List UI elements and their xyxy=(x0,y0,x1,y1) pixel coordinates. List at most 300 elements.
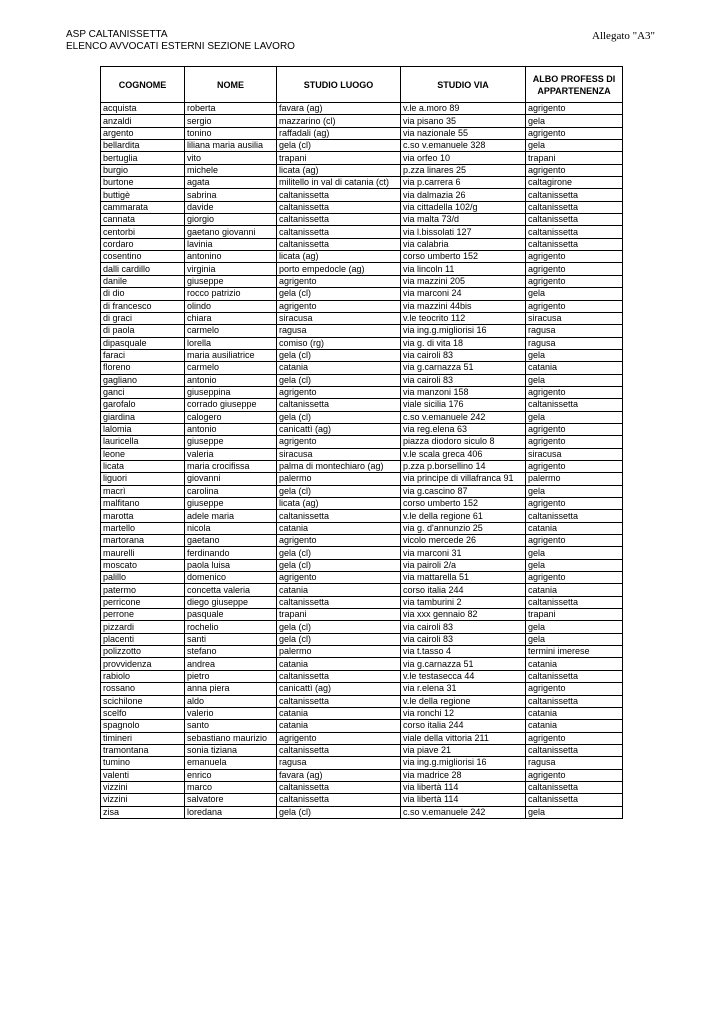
cell-cognome: martorana xyxy=(101,535,185,547)
cell-cognome: zisa xyxy=(101,806,185,818)
cell-studio-luogo: caltanissetta xyxy=(277,201,401,213)
cell-studio-via: v.le teocrito 112 xyxy=(401,312,526,324)
table-row xyxy=(101,115,623,127)
cell-albo: agrigento xyxy=(526,251,623,263)
cell-nome: nicola xyxy=(185,522,277,534)
cell-nome: davide xyxy=(185,201,277,213)
cell-cognome: moscato xyxy=(101,559,185,571)
table-row xyxy=(101,646,623,658)
cell-studio-luogo: caltanissetta xyxy=(277,238,401,250)
cell-studio-via: via dalmazia 26 xyxy=(401,189,526,201)
table-row xyxy=(101,189,623,201)
cell-studio-luogo: licata (ag) xyxy=(277,498,401,510)
cell-studio-via: via l.bissolati 127 xyxy=(401,226,526,238)
cell-albo: agrigento xyxy=(526,572,623,584)
table-row xyxy=(101,152,623,164)
table-row xyxy=(101,559,623,571)
cell-albo: catania xyxy=(526,584,623,596)
cell-studio-via: via g.cascino 87 xyxy=(401,485,526,497)
cell-studio-luogo: catania xyxy=(277,362,401,374)
cell-studio-luogo: gela (cl) xyxy=(277,411,401,423)
cell-cognome: licata xyxy=(101,460,185,472)
cell-studio-via: v.le testasecca 44 xyxy=(401,670,526,682)
cell-studio-luogo: agrigento xyxy=(277,386,401,398)
cell-studio-luogo: licata (ag) xyxy=(277,251,401,263)
table-row xyxy=(101,683,623,695)
cell-studio-via: via tamburini 2 xyxy=(401,596,526,608)
cell-studio-via: via pisano 35 xyxy=(401,115,526,127)
cell-studio-luogo: favara (ag) xyxy=(277,103,401,115)
cell-nome: liliana maria ausilia xyxy=(185,140,277,152)
cell-studio-luogo: siracusa xyxy=(277,448,401,460)
cell-studio-via: via manzoni 158 xyxy=(401,386,526,398)
cell-nome: sergio xyxy=(185,115,277,127)
cell-albo: catania xyxy=(526,707,623,719)
cell-studio-via: corso italia 244 xyxy=(401,720,526,732)
cell-studio-luogo: catania xyxy=(277,584,401,596)
cell-albo: agrigento xyxy=(526,300,623,312)
cell-nome: carmelo xyxy=(185,325,277,337)
cell-nome: agata xyxy=(185,177,277,189)
cell-cognome: di graci xyxy=(101,312,185,324)
cell-nome: paola luisa xyxy=(185,559,277,571)
cell-studio-luogo: canicattì (ag) xyxy=(277,683,401,695)
cell-cognome: danile xyxy=(101,275,185,287)
cell-nome: sabrina xyxy=(185,189,277,201)
table-row xyxy=(101,251,623,263)
cell-studio-via: via cairoli 83 xyxy=(401,621,526,633)
table-row xyxy=(101,275,623,287)
cell-cognome: faraci xyxy=(101,349,185,361)
cell-cognome: gagliano xyxy=(101,374,185,386)
cell-nome: tonino xyxy=(185,127,277,139)
cell-albo: gela xyxy=(526,485,623,497)
cell-studio-luogo: caltanissetta xyxy=(277,510,401,522)
cell-albo: caltanissetta xyxy=(526,189,623,201)
cell-studio-via: via cittadella 102/g xyxy=(401,201,526,213)
cell-studio-luogo: gela (cl) xyxy=(277,485,401,497)
cell-albo: caltanissetta xyxy=(526,744,623,756)
cell-studio-luogo: caltanissetta xyxy=(277,226,401,238)
table-row xyxy=(101,547,623,559)
cell-studio-via: p.zza linares 25 xyxy=(401,164,526,176)
cell-albo: catania xyxy=(526,658,623,670)
table-row xyxy=(101,707,623,719)
cell-studio-luogo: catania xyxy=(277,707,401,719)
cell-albo: agrigento xyxy=(526,423,623,435)
cell-cognome: scichilone xyxy=(101,695,185,707)
cell-nome: domenico xyxy=(185,572,277,584)
cell-cognome: malfitano xyxy=(101,498,185,510)
table-row xyxy=(101,658,623,670)
cell-studio-via: c.so v.emanuele 242 xyxy=(401,411,526,423)
cell-nome: marco xyxy=(185,781,277,793)
cell-studio-luogo: agrigento xyxy=(277,436,401,448)
cell-studio-via: via ing.g.migliorisi 16 xyxy=(401,325,526,337)
cell-studio-via: via cairoli 83 xyxy=(401,633,526,645)
cell-cognome: marotta xyxy=(101,510,185,522)
cell-studio-via: via mazzini 44bis xyxy=(401,300,526,312)
cell-albo: caltanissetta xyxy=(526,510,623,522)
cell-albo: agrigento xyxy=(526,436,623,448)
table-row xyxy=(101,806,623,818)
cell-studio-luogo: agrigento xyxy=(277,572,401,584)
cell-albo: agrigento xyxy=(526,275,623,287)
cell-nome: valerio xyxy=(185,707,277,719)
cell-nome: maria ausiliatrice xyxy=(185,349,277,361)
cell-nome: rochelio xyxy=(185,621,277,633)
table-row xyxy=(101,201,623,213)
cell-studio-luogo: palermo xyxy=(277,646,401,658)
cell-cognome: bellardita xyxy=(101,140,185,152)
cell-nome: giovanni xyxy=(185,473,277,485)
cell-studio-luogo: caltanissetta xyxy=(277,781,401,793)
cell-nome: loredana xyxy=(185,806,277,818)
cell-cognome: buttigè xyxy=(101,189,185,201)
cell-studio-luogo: comiso (rg) xyxy=(277,337,401,349)
column-header-nome: NOME xyxy=(185,67,277,103)
cell-nome: enrico xyxy=(185,769,277,781)
cell-cognome: perricone xyxy=(101,596,185,608)
cell-studio-via: via ing.g.migliorisi 16 xyxy=(401,757,526,769)
cell-cognome: argento xyxy=(101,127,185,139)
cell-studio-via: viale della vittoria 211 xyxy=(401,732,526,744)
cell-studio-via: via ronchi 12 xyxy=(401,707,526,719)
cell-cognome: di francesco xyxy=(101,300,185,312)
cell-nome: concetta valeria xyxy=(185,584,277,596)
cell-studio-luogo: gela (cl) xyxy=(277,806,401,818)
cell-nome: diego giuseppe xyxy=(185,596,277,608)
cell-studio-luogo: militello in val di catania (ct) xyxy=(277,177,401,189)
cell-albo: gela xyxy=(526,140,623,152)
table-row xyxy=(101,337,623,349)
cell-albo: trapani xyxy=(526,609,623,621)
cell-studio-via: via marconi 24 xyxy=(401,288,526,300)
cell-cognome: cordaro xyxy=(101,238,185,250)
cell-albo: agrigento xyxy=(526,127,623,139)
table-row xyxy=(101,177,623,189)
cell-cognome: rossano xyxy=(101,683,185,695)
cell-albo: gela xyxy=(526,621,623,633)
attachment-label: Allegato "A3" xyxy=(592,30,656,42)
cell-cognome: placenti xyxy=(101,633,185,645)
table-row xyxy=(101,349,623,361)
cell-nome: michele xyxy=(185,164,277,176)
column-header-cognome: COGNOME xyxy=(101,67,185,103)
cell-albo: siracusa xyxy=(526,448,623,460)
cell-nome: carmelo xyxy=(185,362,277,374)
cell-studio-luogo: caltanissetta xyxy=(277,596,401,608)
column-header-studio-via: STUDIO VIA xyxy=(401,67,526,103)
cell-studio-via: vicolo mercede 26 xyxy=(401,535,526,547)
cell-cognome: cannata xyxy=(101,214,185,226)
cell-cognome: acquista xyxy=(101,103,185,115)
cell-albo: palermo xyxy=(526,473,623,485)
cell-nome: roberta xyxy=(185,103,277,115)
cell-studio-via: v.le a.moro 89 xyxy=(401,103,526,115)
cell-cognome: timineri xyxy=(101,732,185,744)
cell-cognome: centorbi xyxy=(101,226,185,238)
table-row xyxy=(101,103,623,115)
table-row xyxy=(101,781,623,793)
table-row xyxy=(101,757,623,769)
cell-studio-via: p.zza p.borsellino 14 xyxy=(401,460,526,472)
cell-studio-via: via g. d'annunzio 25 xyxy=(401,522,526,534)
cell-nome: sebastiano maurizio xyxy=(185,732,277,744)
cell-albo: siracusa xyxy=(526,312,623,324)
cell-albo: agrigento xyxy=(526,386,623,398)
cell-nome: giuseppina xyxy=(185,386,277,398)
cell-nome: antonio xyxy=(185,374,277,386)
cell-nome: antonio xyxy=(185,423,277,435)
cell-studio-via: via xxx gennaio 82 xyxy=(401,609,526,621)
cell-albo: agrigento xyxy=(526,498,623,510)
cell-albo: caltanissetta xyxy=(526,794,623,806)
cell-studio-luogo: agrigento xyxy=(277,732,401,744)
cell-studio-via: v.le scala greca 406 xyxy=(401,448,526,460)
cell-albo: gela xyxy=(526,806,623,818)
cell-nome: corrado giuseppe xyxy=(185,399,277,411)
cell-studio-via: via pairoli 2/a xyxy=(401,559,526,571)
cell-cognome: valenti xyxy=(101,769,185,781)
cell-albo: gela xyxy=(526,349,623,361)
table-row xyxy=(101,448,623,460)
table-row xyxy=(101,214,623,226)
cell-albo: catania xyxy=(526,522,623,534)
cell-albo: caltanissetta xyxy=(526,238,623,250)
column-header-albo: ALBO PROFESS DI APPARTENENZA xyxy=(526,67,623,103)
cell-albo: gela xyxy=(526,559,623,571)
cell-studio-via: via r.elena 31 xyxy=(401,683,526,695)
cell-studio-via: via p.carrera 6 xyxy=(401,177,526,189)
cell-nome: ferdinando xyxy=(185,547,277,559)
cell-albo: agrigento xyxy=(526,164,623,176)
table-row xyxy=(101,325,623,337)
document-header xyxy=(66,29,295,53)
cell-studio-luogo: licata (ag) xyxy=(277,164,401,176)
cell-albo: catania xyxy=(526,720,623,732)
cell-studio-via: via g. di vita 18 xyxy=(401,337,526,349)
cell-cognome: maurelli xyxy=(101,547,185,559)
cell-albo: caltanissetta xyxy=(526,670,623,682)
cell-albo: caltanissetta xyxy=(526,399,623,411)
cell-studio-luogo: gela (cl) xyxy=(277,621,401,633)
cell-albo: gela xyxy=(526,115,623,127)
cell-albo: ragusa xyxy=(526,757,623,769)
cell-studio-luogo: caltanissetta xyxy=(277,744,401,756)
cell-nome: pasquale xyxy=(185,609,277,621)
table-row xyxy=(101,411,623,423)
cell-studio-via: via orfeo 10 xyxy=(401,152,526,164)
cell-studio-luogo: gela (cl) xyxy=(277,349,401,361)
cell-studio-luogo: caltanissetta xyxy=(277,670,401,682)
cell-cognome: polizzotto xyxy=(101,646,185,658)
cell-studio-via: via libertà 114 xyxy=(401,781,526,793)
cell-nome: anna piera xyxy=(185,683,277,695)
cell-cognome: provvidenza xyxy=(101,658,185,670)
cell-cognome: palillo xyxy=(101,572,185,584)
cell-albo: termini imerese xyxy=(526,646,623,658)
cell-studio-via: via reg.elena 63 xyxy=(401,423,526,435)
cell-albo: caltanissetta xyxy=(526,781,623,793)
cell-studio-via: via mattarella 51 xyxy=(401,572,526,584)
table-row xyxy=(101,572,623,584)
cell-albo: agrigento xyxy=(526,769,623,781)
cell-studio-luogo: ragusa xyxy=(277,325,401,337)
table-row xyxy=(101,423,623,435)
cell-studio-luogo: agrigento xyxy=(277,300,401,312)
cell-nome: giuseppe xyxy=(185,275,277,287)
table-row xyxy=(101,609,623,621)
cell-cognome: di dio xyxy=(101,288,185,300)
cell-studio-luogo: porto empedocle (ag) xyxy=(277,263,401,275)
table-row xyxy=(101,127,623,139)
cell-cognome: liguori xyxy=(101,473,185,485)
cell-albo: gela xyxy=(526,288,623,300)
cell-cognome: dalli cardillo xyxy=(101,263,185,275)
table-row xyxy=(101,744,623,756)
table-row xyxy=(101,621,623,633)
cell-nome: lorella xyxy=(185,337,277,349)
cell-studio-luogo: agrigento xyxy=(277,275,401,287)
cell-cognome: burgio xyxy=(101,164,185,176)
table-row xyxy=(101,720,623,732)
cell-albo: caltagirone xyxy=(526,177,623,189)
cell-cognome: garofalo xyxy=(101,399,185,411)
cell-studio-via: via cairoli 83 xyxy=(401,374,526,386)
cell-nome: giuseppe xyxy=(185,436,277,448)
cell-albo: caltanissetta xyxy=(526,596,623,608)
cell-cognome: scelfo xyxy=(101,707,185,719)
table-row xyxy=(101,473,623,485)
table-row xyxy=(101,300,623,312)
cell-studio-via: via g.carnazza 51 xyxy=(401,658,526,670)
cell-cognome: dipasquale xyxy=(101,337,185,349)
cell-albo: ragusa xyxy=(526,337,623,349)
cell-studio-via: via nazionale 55 xyxy=(401,127,526,139)
cell-nome: gaetano giovanni xyxy=(185,226,277,238)
cell-studio-via: via piave 21 xyxy=(401,744,526,756)
cell-studio-via: via principe di villafranca 91 xyxy=(401,473,526,485)
cell-cognome: bertuglia xyxy=(101,152,185,164)
cell-nome: olindo xyxy=(185,300,277,312)
cell-studio-luogo: siracusa xyxy=(277,312,401,324)
cell-albo: gela xyxy=(526,547,623,559)
cell-nome: carolina xyxy=(185,485,277,497)
table-row xyxy=(101,596,623,608)
header-row xyxy=(101,67,623,103)
cell-albo: agrigento xyxy=(526,683,623,695)
cell-studio-via: c.so v.emanuele 242 xyxy=(401,806,526,818)
cell-cognome: tramontana xyxy=(101,744,185,756)
table-row xyxy=(101,510,623,522)
cell-nome: andrea xyxy=(185,658,277,670)
cell-studio-via: viale sicilia 176 xyxy=(401,399,526,411)
cell-studio-via: via lincoln 11 xyxy=(401,263,526,275)
table-row xyxy=(101,386,623,398)
cell-studio-via: v.le della regione xyxy=(401,695,526,707)
table-row xyxy=(101,732,623,744)
cell-studio-via: v.le della regione 61 xyxy=(401,510,526,522)
lawyers-table xyxy=(100,66,623,819)
cell-cognome: patermo xyxy=(101,584,185,596)
table-row xyxy=(101,238,623,250)
cell-cognome: lauricella xyxy=(101,436,185,448)
cell-nome: gaetano xyxy=(185,535,277,547)
cell-nome: valeria xyxy=(185,448,277,460)
cell-studio-via: via cairoli 83 xyxy=(401,349,526,361)
cell-studio-via: c.so v.emanuele 328 xyxy=(401,140,526,152)
table-row xyxy=(101,522,623,534)
table-row xyxy=(101,164,623,176)
table-row xyxy=(101,535,623,547)
cell-studio-luogo: gela (cl) xyxy=(277,547,401,559)
table-body xyxy=(101,103,623,819)
cell-albo: gela xyxy=(526,633,623,645)
table-row xyxy=(101,288,623,300)
cell-studio-luogo: caltanissetta xyxy=(277,189,401,201)
cell-nome: vito xyxy=(185,152,277,164)
cell-studio-luogo: gela (cl) xyxy=(277,559,401,571)
cell-albo: trapani xyxy=(526,152,623,164)
table-row xyxy=(101,312,623,324)
table-row xyxy=(101,670,623,682)
cell-albo: ragusa xyxy=(526,325,623,337)
cell-albo: caltanissetta xyxy=(526,201,623,213)
cell-studio-via: corso umberto 152 xyxy=(401,251,526,263)
cell-studio-via: via marconi 31 xyxy=(401,547,526,559)
cell-studio-luogo: favara (ag) xyxy=(277,769,401,781)
cell-studio-luogo: caltanissetta xyxy=(277,695,401,707)
cell-cognome: anzaldi xyxy=(101,115,185,127)
cell-studio-via: piazza diodoro siculo 8 xyxy=(401,436,526,448)
cell-cognome: vizzini xyxy=(101,781,185,793)
cell-studio-luogo: caltanissetta xyxy=(277,214,401,226)
cell-studio-luogo: gela (cl) xyxy=(277,288,401,300)
cell-cognome: pizzardi xyxy=(101,621,185,633)
cell-nome: antonino xyxy=(185,251,277,263)
cell-albo: caltanissetta xyxy=(526,695,623,707)
table-row xyxy=(101,263,623,275)
organization-name: ASP CALTANISSETTA xyxy=(66,29,168,40)
cell-cognome: rabiolo xyxy=(101,670,185,682)
cell-nome: giorgio xyxy=(185,214,277,226)
cell-studio-luogo: ragusa xyxy=(277,757,401,769)
cell-nome: emanuela xyxy=(185,757,277,769)
cell-studio-via: via calabria xyxy=(401,238,526,250)
table-row xyxy=(101,436,623,448)
cell-cognome: leone xyxy=(101,448,185,460)
table-row xyxy=(101,140,623,152)
table-row xyxy=(101,498,623,510)
cell-studio-via: via mazzini 205 xyxy=(401,275,526,287)
cell-nome: salvatore xyxy=(185,794,277,806)
cell-nome: rocco patrizio xyxy=(185,288,277,300)
cell-studio-luogo: catania xyxy=(277,720,401,732)
cell-cognome: perrone xyxy=(101,609,185,621)
cell-cognome: macrì xyxy=(101,485,185,497)
cell-studio-via: corso umberto 152 xyxy=(401,498,526,510)
table-row xyxy=(101,399,623,411)
cell-studio-via: via malta 73/d xyxy=(401,214,526,226)
cell-albo: catania xyxy=(526,362,623,374)
table-row xyxy=(101,695,623,707)
table-row xyxy=(101,794,623,806)
cell-studio-via: via t.tasso 4 xyxy=(401,646,526,658)
cell-albo: caltanissetta xyxy=(526,226,623,238)
table-row xyxy=(101,769,623,781)
cell-nome: giuseppe xyxy=(185,498,277,510)
